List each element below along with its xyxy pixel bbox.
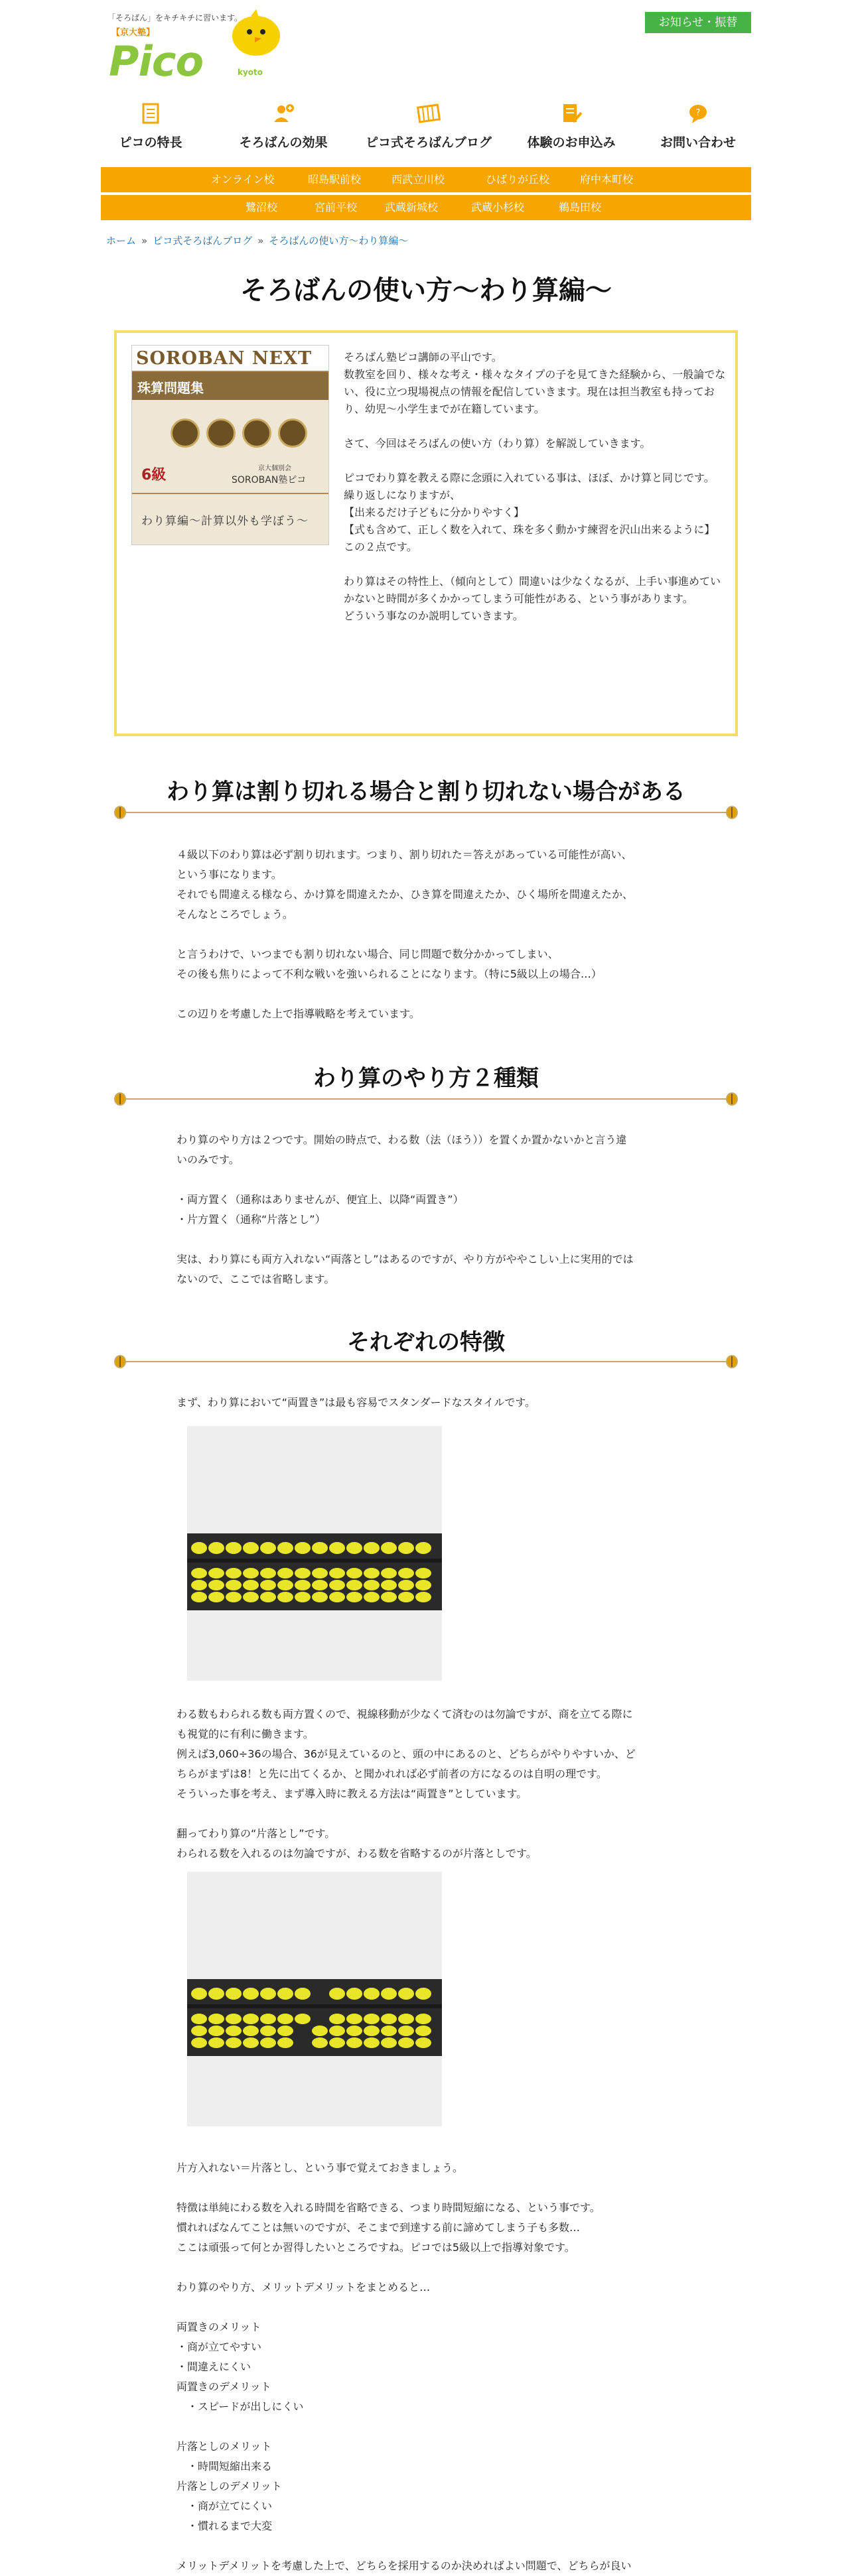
- school-link[interactable]: 宮前平校: [315, 201, 358, 214]
- section-divider: [114, 805, 738, 820]
- book-cover-subtitle: わり算編〜計算以外も学ぼう〜: [141, 515, 309, 528]
- book-cover-series: SOROBAN NEXT: [136, 348, 313, 369]
- section-1-body: ４級以下のわり算は必ず割り切れます。つまり、割り切れた＝答えがあっている可能性が高い、 という事になります。 それでも間違える様なら、かけ算を間違えたか、ひき算を間違えたか、ひく場所を間違えたか、 そんなところでしょう。 と言うわけで、いつまでも割り切れない場合、同じ問題で数分かかってしまい、 その後も焦りによって不利な戦いを強いられることになります。（特に5級以上の場合…） この辺りを考慮した上で指導戦略を考えています。: [177, 848, 634, 1020]
- school-link[interactable]: 鵜島田校: [559, 201, 602, 214]
- abacus-bead: [171, 419, 200, 448]
- abacus-bead: [206, 419, 236, 448]
- page-title: そろばんの使い方〜わり算編〜: [240, 275, 612, 306]
- divider-bead-icon: [114, 1355, 126, 1368]
- logo-city: kyoto: [238, 68, 263, 77]
- breadcrumb-separator: »: [141, 235, 148, 247]
- book-cover-image: [131, 345, 329, 545]
- section-3-intro: まず、わり算において“両置き”は最も容易でスタンダードなスタイルです。: [177, 1396, 536, 1409]
- section-divider: [114, 1354, 738, 1369]
- intro-box: [114, 330, 738, 736]
- gnav-label: ピコ式そろばんブログ: [365, 135, 492, 150]
- gnav-item-trial[interactable]: [515, 99, 628, 159]
- section-1-title: わり算は割り切れる場合と割り切れない場合がある: [167, 779, 685, 805]
- gnav-label: お問い合わせ: [660, 135, 736, 150]
- breadcrumb-separator: »: [257, 235, 264, 247]
- section-2-title: わり算のやり方２種類: [313, 1065, 539, 1092]
- divider-bar: [125, 1098, 727, 1100]
- abacus-beads: [187, 1872, 442, 2126]
- school-link[interactable]: 昭島駅前校: [308, 173, 362, 186]
- divider-bead-icon: [114, 1092, 126, 1106]
- section-divider: [114, 1092, 738, 1106]
- form-pen-icon: [560, 102, 583, 125]
- chick-mascot-icon: [224, 7, 284, 60]
- intro-paragraph: わり算はその特性上、（傾向として）間違いは少なくなるが、上手い事進めていかないと時間が多くかかってしまう可能性がある、という事があります。 どういう事なのか説明していきます。: [344, 575, 721, 622]
- abacus-photo-both-placed: [187, 1426, 442, 1681]
- global-nav: [101, 99, 751, 159]
- book-cover-rule: [132, 493, 328, 494]
- school-link[interactable]: 武蔵新城校: [385, 201, 439, 214]
- abacus-beads: [187, 1426, 442, 1681]
- school-link[interactable]: 武蔵小杉校: [471, 201, 525, 214]
- divider-bar: [125, 1361, 727, 1362]
- book-cover-top: [132, 346, 328, 372]
- gnav-label: そろばんの効果: [239, 135, 328, 150]
- school-link[interactable]: ひばりが丘校: [486, 173, 550, 186]
- divider-bar: [125, 812, 727, 813]
- breadcrumb-home[interactable]: ホーム: [106, 235, 137, 247]
- logo-tagline: 「そろばん」をキチキチに習います。: [107, 13, 243, 23]
- gnav-item-features[interactable]: [101, 99, 200, 159]
- school-link[interactable]: 西武立川校: [391, 173, 445, 186]
- person-plus-icon: [272, 102, 295, 125]
- section-3-title: それぞれの特徴: [347, 1329, 505, 1356]
- book-cover-brand-2: SOROBAN塾ピコ: [232, 475, 307, 485]
- notice-transfer-button[interactable]: お知らせ・振替: [645, 12, 751, 33]
- breadcrumb-current[interactable]: そろばんの使い方〜わり算編〜: [269, 235, 409, 247]
- school-nav-row-2: [101, 195, 751, 220]
- document-icon: [139, 102, 162, 125]
- book-cover-brand: 京大個別会: [258, 465, 291, 472]
- gnav-item-effects[interactable]: [227, 99, 340, 159]
- school-link[interactable]: 鷺沼校: [246, 201, 278, 214]
- school-link[interactable]: オンライン校: [211, 173, 275, 186]
- book-cover-grade: 6級: [141, 467, 167, 483]
- site-logo[interactable]: [106, 7, 285, 86]
- gnav-label: ピコの特長: [119, 135, 182, 150]
- divider-bead-icon: [726, 1355, 738, 1368]
- abacus-bead: [242, 419, 271, 448]
- gnav-label: 体験のお申込み: [527, 135, 616, 150]
- section-3-body-c: 片方入れない＝片落とし、という事で覚えておきましょう。 特徴は単純にわる数を入れる時間を省略できる、つまり時間短縮になる、という事です。 慣れればなんてことは無いのですが、そこまで到達する前に諦めてしまう子も多数… ここは頑張って何とか習得したいところですね。ピコでは5級以上で指導対象です。 わり算のやり方、メリットデメリットをまとめると… 両置きのメリット ・商が立てやすい ・間違えにくい 両置きのデメリット ・スピードが出しにくい 片落としのメリット ・時間短縮出来る 片落としのデメリット ・商が立てにくい ・慣れるまで大変 メリットデメリットを考慮した上で、どちらを採用するのか決めればよい問題で、どちらが良い: [177, 2161, 632, 2572]
- abacus-icon: [417, 102, 440, 125]
- section-3-body-b: わる数もわられる数も両方置くので、視線移動が少なくて済むのは勿論ですが、商を立てる際に も視覚的に有利に働きます。 例えば3,060÷36の場合、36が見えているのと、頭の中にあるのと、どちらがやりやすいか、ど ちらがまずは8！と先に出てくるか、と聞かれれば必ず前者の方になるのは自明の理です。 そういった事を考え、まず導入時に教える方法は“両置き”としています。 翻ってわり算の“片落とし”です。 わられる数を入れるのは勿論ですが、わる数を省略するのが片落としです。: [177, 1708, 636, 1860]
- intro-text: [344, 349, 729, 625]
- school-link[interactable]: 府中本町校: [580, 173, 634, 186]
- section-2-body: わり算のやり方は２つです。開始の時点で、わる数（法（ほう））を置くか置かないかと言う違 いのみです。 ・両方置く（通称はありませんが、便宜上、以降“両置き”） ・片方置く（通称“片落とし”） 実は、わり算にも両方入れない“両落とし”はあるのですが、やり方がややこしい上に実用的では ないので、ここでは省略します。: [177, 1133, 634, 1285]
- divider-bead-icon: [726, 806, 738, 819]
- divider-bead-icon: [114, 806, 126, 819]
- svg-text:?: ?: [695, 108, 701, 118]
- school-nav-row-1: [101, 167, 751, 192]
- gnav-item-contact[interactable]: [645, 99, 751, 159]
- abacus-photo-one-dropped: [187, 1872, 442, 2126]
- book-cover-band: [132, 372, 328, 400]
- intro-paragraph: ピコでわり算を教える際に念頭に入れている事は、ほぼ、かけ算と同じです。 繰り返しになりますが、 【出来るだけ子どもに分かりやすく】 【式も含めて、正しく数を入れて、珠を多く動かす練習を沢山出来るように】 この２点です。: [344, 472, 715, 553]
- intro-paragraph: さて、今回はそろばんの使い方（わり算）を解説していきます。: [344, 437, 651, 450]
- abacus-bead: [278, 419, 307, 448]
- gnav-item-blog[interactable]: [356, 99, 502, 159]
- logo-tagline-2: 【京大塾】: [111, 28, 155, 38]
- intro-paragraph: そろばん塾ピコ講師の平山です。 数教室を回り、様々な考え・様々なタイプの子を見てきた経験から、一般論でない、役に立つ現場視点の情報を配信していきます。現在は担当教室も持っており、幼児〜小学生までが在籍しています。: [344, 351, 726, 415]
- speech-bubble-icon: [687, 102, 709, 125]
- breadcrumb-blog[interactable]: ピコ式そろばんブログ: [153, 235, 253, 247]
- book-cover-band-text: 珠算問題集: [137, 380, 204, 396]
- breadcrumb: [106, 233, 408, 247]
- logo-wordmark: Pico: [109, 37, 204, 86]
- divider-bead-icon: [726, 1092, 738, 1106]
